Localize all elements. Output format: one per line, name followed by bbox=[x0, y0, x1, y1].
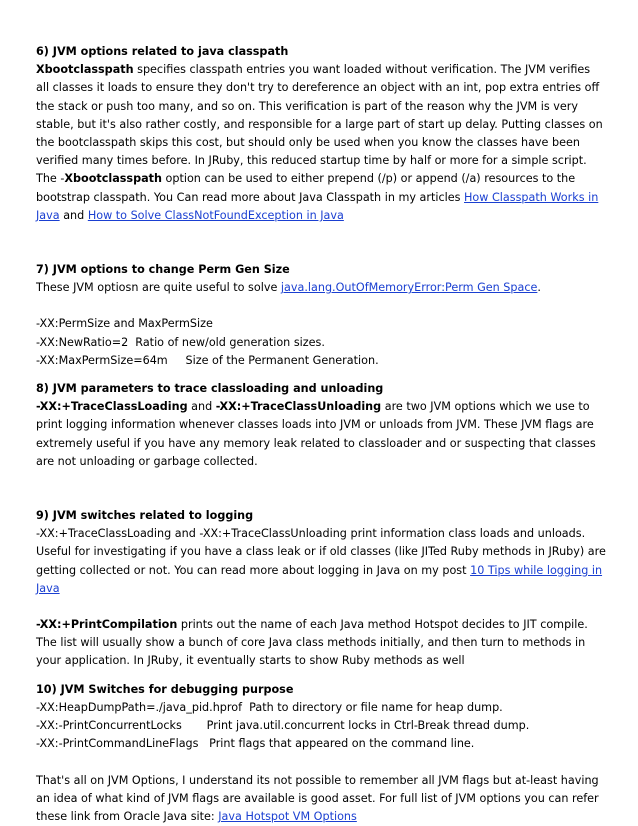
logging-tips-link[interactable]: 10 Tips while logging in Java bbox=[36, 563, 603, 595]
section-6-and: and bbox=[59, 208, 88, 222]
section-8-text: are two JVM options which we use to print logging information whenever classes loads into JVM or unloads from JVM. These JVM flags are extremely useful if you have any memory leak related to classloader and or suspecting that classes are not unloading or garbage collected. bbox=[36, 400, 596, 468]
classnotfound-article-link[interactable]: How to Solve ClassNotFoundException in Java bbox=[87, 208, 344, 222]
xbootclasspath-term: Xbootclasspath bbox=[36, 63, 134, 77]
section-6-text-1: specifies classpath entries you want loaded without verification. The JVM verifies all classes it loads to ensure they don't try to dereference an object with an int, pop extra entries off the stack or push too many, and so on. This verification is part of the reason why the JVM is very stable, but it's also rather costly, and responsible for a large part of start up delay. Putting classes on the bootclasspath skips this cost, but should only be used when you know the classes have been verified many times before. In JRuby, this reduced startup time by half or more for a simple script. The - bbox=[36, 63, 603, 186]
section-8-heading: 8) JVM parameters to trace classloading and unloading bbox=[36, 382, 384, 396]
classpath-article-link[interactable]: How Classpath Works in Java bbox=[36, 190, 599, 222]
section-6-text-2: option can be used to either prepend (/p) or append (/a) resources to the bootstrap classpath. You Can read more about Java Classpath in my articles bbox=[36, 172, 576, 204]
section-9-paragraph-1 bbox=[36, 525, 606, 598]
xbootclasspath-term-2: Xbootclasspath bbox=[64, 172, 162, 186]
closing-text: That's all on JVM Options, I understand its not possible to remember all JVM flags but at-least having an idea of what kind of JVM flags are available is good asset. For full list of JVM options you can refer these link from Oracle Java site: bbox=[36, 773, 599, 823]
printcompilation-term: -XX:+PrintCompilation bbox=[36, 618, 178, 632]
section-6-heading: 6) JVM options related to java classpath bbox=[36, 45, 289, 58]
section-9-text-1: -XX:+TraceClassLoading and -XX:+TraceClassUnloading print information class loads and unloads. Useful for investigating if you have a class leak or if old classes (like JITed Ruby methods in JRuby) are getting collected or not. You can read more about logging in Java on my post bbox=[36, 527, 606, 577]
section-7-text: These JVM optiosn are quite useful to solve bbox=[36, 281, 281, 295]
printcommandlineflags-line: -XX:-PrintCommandLineFlags Print flags that appeared on the command line. bbox=[36, 737, 475, 751]
traceclassloading-term: -XX:+TraceClassLoading bbox=[36, 400, 188, 414]
section-9-text-2: prints out the name of each Java method Hotspot decides to JIT compile. The list will usually show a bunch of core Java class methods initially, and then turn to methods in your application. In JRuby, it eventually starts to show Ruby methods as well bbox=[36, 618, 588, 668]
heapdumppath-line: -XX:HeapDumpPath=./java_pid.hprof Path to directory or file name for heap dump. bbox=[36, 700, 503, 714]
section-9-paragraph-2 bbox=[36, 616, 606, 671]
permsize-line: -XX:PermSize and MaxPermSize bbox=[36, 317, 213, 331]
document-page bbox=[36, 43, 606, 826]
printconcurrentlocks-line: -XX:-PrintConcurrentLocks Print java.util.concurrent locks in Ctrl-Break thread dump. bbox=[36, 719, 530, 733]
maxpermsize-line: -XX:MaxPermSize=64m Size of the Permanent Generation. bbox=[36, 353, 379, 367]
section-10-heading: 10) JVM Switches for debugging purpose bbox=[36, 682, 294, 696]
newratio-line: -XX:NewRatio=2 Ratio of new/old generation sizes. bbox=[36, 335, 325, 349]
section-9-heading: 9) JVM switches related to logging bbox=[36, 509, 254, 523]
closing-paragraph bbox=[36, 772, 606, 826]
permgen-error-link[interactable]: java.lang.OutOfMemoryError:Perm Gen Space bbox=[280, 281, 538, 295]
section-8-paragraph bbox=[36, 398, 606, 471]
section-7-intro bbox=[36, 279, 606, 297]
section-7-period: . bbox=[537, 281, 541, 295]
section-7-heading: 7) JVM options to change Perm Gen Size bbox=[36, 263, 290, 277]
hotspot-options-link[interactable]: Java Hotspot VM Options bbox=[218, 809, 357, 823]
traceclassunloading-term: -XX:+TraceClassUnloading bbox=[215, 400, 382, 414]
section-8-and: and bbox=[187, 400, 216, 414]
section-6-paragraph bbox=[36, 61, 606, 225]
